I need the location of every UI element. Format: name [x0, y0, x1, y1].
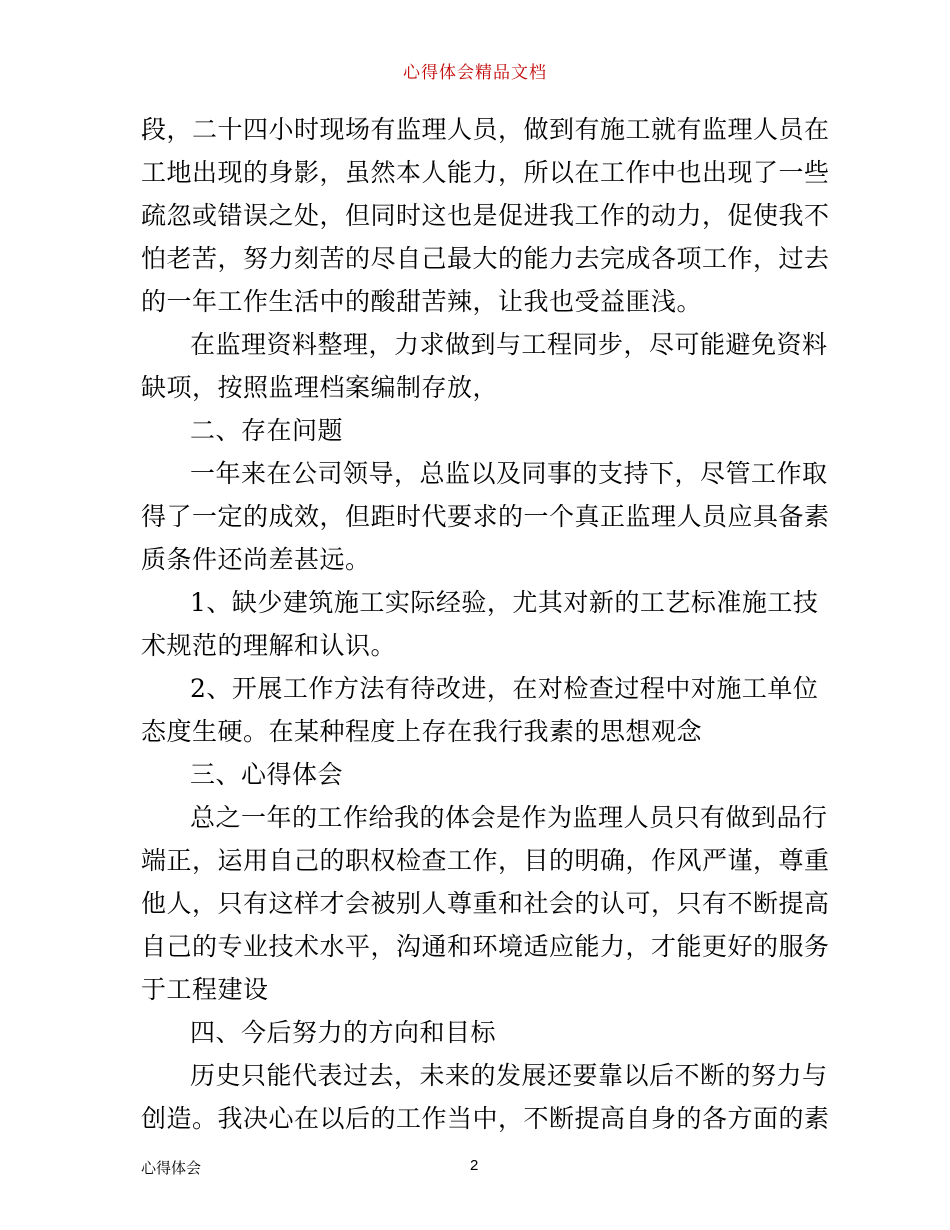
page-number: 2 — [470, 1157, 479, 1174]
body-line: 得了一定的成效，但距时代要求的一个真正监理人员应具备素 — [141, 502, 830, 531]
body-line: 端正，运用自己的职权检查工作，目的明确，作风严谨，尊重 — [141, 846, 830, 875]
paragraph-first-line: 历史只能代表过去，未来的发展还要靠以后不断的努力与 — [190, 1061, 828, 1090]
paragraph-first-line: 一年来在公司领导，总监以及同事的支持下，尽管工作取 — [190, 459, 828, 488]
section-heading-problems: 二、存在问题 — [190, 416, 344, 445]
body-line: 缺项，按照监理档案编制存放， — [141, 373, 499, 402]
document-header-title: 心得体会精品文档 — [403, 63, 547, 83]
list-item-2: 2、开展工作方法有待改进，在对检查过程中对施工单位 — [190, 674, 819, 703]
body-line: 于工程建设 — [141, 975, 269, 1004]
body-line: 疏忽或错误之处，但同时这也是促进我工作的动力，促使我不 — [141, 201, 830, 230]
list-item-1: 1、缺少建筑施工实际经验，尤其对新的工艺标准施工技 — [190, 588, 819, 617]
body-line: 创造。我决心在以后的工作当中，不断提高自身的各方面的素 — [141, 1104, 830, 1133]
body-line: 态度生硬。在某种程度上存在我行我素的思想观念 — [141, 717, 703, 746]
body-line: 术规范的理解和认识。 — [141, 631, 397, 660]
body-line: 段，二十四小时现场有监理人员，做到有施工就有监理人员在 — [141, 115, 830, 144]
body-line: 怕老苦，努力刻苦的尽自己最大的能力去完成各项工作，过去 — [141, 244, 830, 273]
paragraph-first-line: 总之一年的工作给我的体会是作为监理人员只有做到品行 — [190, 803, 828, 832]
body-line: 的一年工作生活中的酸甜苦辣，让我也受益匪浅。 — [141, 287, 703, 316]
body-line: 质条件还尚差甚远。 — [141, 545, 371, 574]
document-body — [141, 108, 830, 1140]
section-heading-experience: 三、心得体会 — [190, 760, 344, 789]
footer-label: 心得体会 — [141, 1159, 202, 1177]
paragraph-first-line: 在监理资料整理，力求做到与工程同步，尽可能避免资料 — [190, 330, 828, 359]
body-line: 他人，只有这样才会被别人尊重和社会的认可，只有不断提高 — [141, 889, 830, 918]
body-line: 自己的专业技术水平，沟通和环境适应能力，才能更好的服务 — [141, 932, 830, 961]
body-line: 工地出现的身影，虽然本人能力，所以在工作中也出现了一些 — [141, 158, 830, 187]
section-heading-goals: 四、今后努力的方向和目标 — [190, 1018, 497, 1047]
